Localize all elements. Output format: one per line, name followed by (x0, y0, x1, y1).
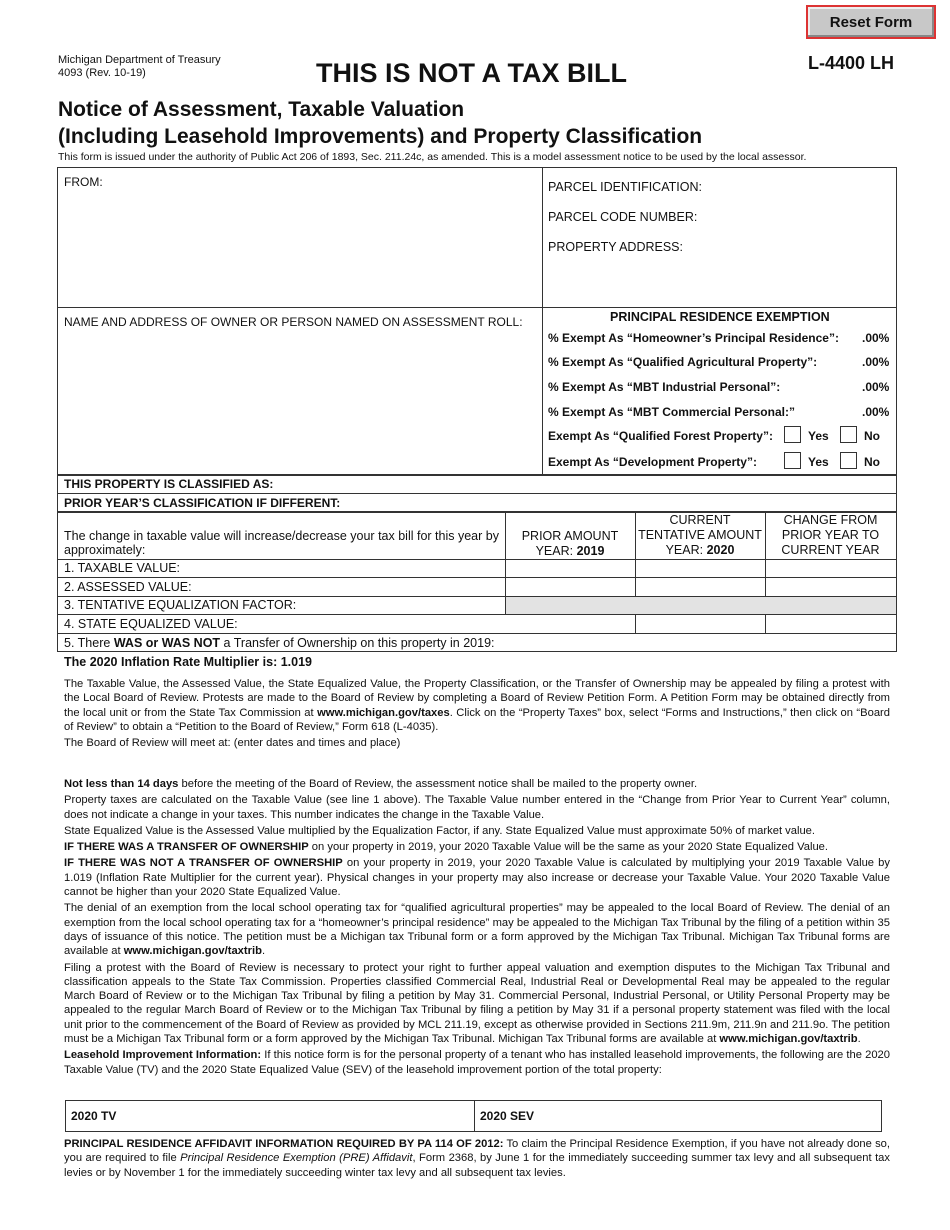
col-current-year: 2020 (706, 543, 735, 557)
notice-days-text: before the meeting of the Board of Review, the assessment notice shall be mailed to the property owner. (178, 778, 698, 790)
col-prior-year: 2019 (576, 544, 605, 558)
transfer-text: on your property in 2019, your 2020 Taxable Value will be the same as your 2020 State Equalized Value. (308, 841, 828, 854)
no-transfer-bold: IF THERE WAS NOT A TRANSFER OF OWNERSHIP (64, 857, 343, 870)
transfer-ownership-label (64, 636, 495, 650)
col-current-year-label: YEAR: (665, 543, 707, 557)
pre-mbt-industrial-label: % Exempt As “MBT Industrial Personal”: (548, 380, 781, 394)
appeal-text: The Taxable Value, the Assessed Value, the State Equalized Value, the Property Classification, or the Transfer of Ownership may be appealed by filing a protest with the Local Board of Review. Protests are made to the Board of Review by completing a Board of Review Petition Form. A Petition Form may be obtained directly from the local unit or from the State Tax Commission at (64, 678, 890, 719)
development-property-label: Exempt As “Development Property”: (548, 455, 757, 469)
col-prior-amount-line1: PRIOR AMOUNT (521, 529, 619, 543)
property-tax-text: Property taxes are calculated on the Taxable Value (see line 1 above). The Taxable Value number entered in the “Change from Prior Year to Current Year” column, does not indicate a change in your taxes. This number indicates the change in the Taxable Value. (64, 794, 890, 821)
col-change (765, 513, 896, 558)
affidavit-bold: PRINCIPAL RESIDENCE AFFIDAVIT INFORMATION REQUIRED BY PA 114 OF 2012: (64, 1138, 504, 1150)
transfer-ownership-field[interactable] (500, 635, 894, 650)
reset-form-button[interactable]: Reset Form (806, 5, 936, 39)
pre-mbt-commercial-value[interactable]: .00% (862, 405, 890, 419)
col-change-line2: PRIOR YEAR TO (781, 528, 880, 542)
classified-as-label: THIS PROPERTY IS CLASSIFIED AS: (64, 477, 274, 491)
col-change-line1: CHANGE FROM (783, 513, 878, 527)
tax-change-intro: The change in taxable value will increase/decrease your tax bill for this year by approximately: (64, 529, 499, 557)
col-current-amount (635, 513, 765, 558)
property-address-field[interactable] (548, 256, 890, 302)
development-no-label: No (864, 455, 880, 469)
affidavit-text-a: To claim the Principal Residence Exemption, if you have not already done so, you are required to file (64, 1138, 890, 1165)
dept-name: Michigan Department of Treasury (58, 54, 221, 66)
taxtrib-link-1[interactable]: www.michigan.gov/taxtrib (123, 945, 262, 958)
appeal-paragraph (64, 677, 890, 752)
taxable-current-field[interactable] (637, 561, 763, 576)
pre-mbt-commercial-label: % Exempt As “MBT Commercial Personal:” (548, 405, 795, 419)
pre-mbt-industrial-value[interactable]: .00% (862, 380, 890, 394)
not-tax-bill-banner: THIS IS NOT A TAX BILL (316, 58, 627, 88)
affidavit-form-name: Principal Residence Exemption (PRE) Affidavit (180, 1152, 413, 1165)
leasehold-sev-label: 2020 SEV (480, 1109, 535, 1123)
col-prior-amount (505, 529, 635, 559)
parcel-code-label: PARCEL CODE NUMBER: (548, 210, 698, 224)
col-current-line3 (635, 543, 765, 558)
affidavit-text-b: , Form 2368, by June 1 for the immediately succeeding summer tax levy and all subsequent tax levies or by November 1 for the immediately succeeding winter tax levy and all subsequent tax levies. (64, 1152, 890, 1179)
pre-agricultural-value[interactable]: .00% (862, 355, 890, 369)
from-label: FROM: (64, 175, 103, 189)
board-meeting-text: The Board of Review will meet at: (enter dates and times and place) (64, 737, 401, 750)
parcel-id-label: PARCEL IDENTIFICATION: (548, 180, 702, 194)
assessed-change-field[interactable] (767, 579, 894, 594)
exemption-denial-text: The denial of an exemption from the local school operating tax for “qualified agricultural properties” may be appealed to the local Board of Review. The denial of an exemption from the local school operating tax for a “homeowner’s principal residence” may be appealed to the Michigan Tax Tribunal by the filing of a petition within 35 days of issuance of this notice. The petition must be a Michigan tax Tribunal form or a form approved by the Michigan Tax Tribunal. Michigan Tax Tribunal forms are available at (64, 902, 890, 958)
forest-yes-checkbox[interactable] (784, 426, 801, 443)
prior-classification-label: PRIOR YEAR’S CLASSIFICATION IF DIFFERENT: (64, 496, 341, 510)
assessed-current-field[interactable] (637, 579, 763, 594)
info-paragraphs (64, 777, 890, 1079)
protest-end: . (857, 1033, 861, 1046)
from-field[interactable] (60, 192, 538, 304)
leasehold-sev-field[interactable] (545, 1103, 878, 1129)
taxes-link[interactable]: www.michigan.gov/taxes (317, 706, 450, 719)
inflation-multiplier: The 2020 Inflation Rate Multiplier is: 1.019 (64, 655, 312, 669)
board-meeting-field[interactable] (64, 750, 890, 776)
assessed-value-label: 2. ASSESSED VALUE: (64, 580, 192, 594)
form-number: L-4400 LH (808, 53, 895, 73)
sev-current-field[interactable] (637, 616, 763, 631)
owner-label: NAME AND ADDRESS OF OWNER OR PERSON NAMED ON ASSESSMENT ROLL: (64, 315, 523, 329)
development-yes-label: Yes (808, 455, 829, 469)
sev-change-field[interactable] (767, 616, 894, 631)
leasehold-tv-field[interactable] (130, 1103, 470, 1129)
leasehold-text: If this notice form is for the personal property of a tenant who has installed leasehold improvements, the following are the 2020 Taxable Value (TV) and the 2020 State Equalized Value (SEV) of the leasehold improvement portion of the total property: (64, 1049, 890, 1076)
authority-note: This form is issued under the authority of Public Act 206 of 1893, Sec. 211.24c, as amended. This is a model assessment notice to be used by the local assessor. (58, 151, 807, 163)
sev-text: State Equalized Value is the Assessed Value multiplied by the Equalization Factor, if any. State Equalized Value must approximate 50% of market value. (64, 824, 816, 837)
transfer-bold: IF THERE WAS A TRANSFER OF OWNERSHIP (64, 841, 309, 854)
forest-yes-label: Yes (808, 429, 829, 443)
transfer-suffix: a Transfer of Ownership on this property in 2019: (220, 636, 495, 650)
pre-homeowner-value[interactable]: .00% (862, 331, 890, 345)
transfer-was-was-not: WAS or WAS NOT (113, 636, 221, 650)
assessed-prior-field[interactable] (507, 579, 633, 594)
development-no-checkbox[interactable] (840, 452, 857, 469)
affidavit-paragraph (64, 1137, 890, 1182)
parcel-code-field[interactable] (700, 206, 890, 226)
property-address-label: PROPERTY ADDRESS: (548, 240, 683, 254)
title-line-1: Notice of Assessment, Taxable Valuation (58, 98, 465, 121)
owner-field[interactable] (60, 332, 538, 472)
pre-homeowner-label: % Exempt As “Homeowner’s Principal Residence”: (548, 331, 839, 345)
prior-classification-field[interactable] (360, 495, 890, 511)
exemption-denial-end: . (261, 945, 266, 958)
transfer-prefix: 5. There (64, 636, 114, 650)
classified-as-field[interactable] (290, 476, 890, 492)
forest-no-checkbox[interactable] (840, 426, 857, 443)
notice-days-bold: Not less than 14 days (64, 778, 179, 790)
form-revision: 4093 (Rev. 10-19) (58, 67, 146, 79)
col-current-line1: CURRENT (669, 513, 731, 527)
equalization-factor-label: 3. TENTATIVE EQUALIZATION FACTOR: (64, 598, 297, 612)
pre-title: PRINCIPAL RESIDENCE EXEMPTION (610, 310, 830, 324)
taxable-value-label: 1. TAXABLE VALUE: (64, 561, 181, 575)
appeal-text-end: . Click on the “Property Taxes” box, select “Forms and Instructions,” then click on “Board of Review” to obtain a “Petition to the Board of Review,” Form 618 (L-4035). (64, 706, 891, 733)
parcel-id-field[interactable] (705, 176, 890, 196)
taxable-prior-field[interactable] (507, 561, 633, 576)
forest-property-label: Exempt As “Qualified Forest Property”: (548, 429, 773, 443)
sev-label: 4. STATE EQUALIZED VALUE: (64, 617, 238, 631)
leasehold-bold: Leasehold Improvement Information: (64, 1049, 262, 1062)
col-change-line3: CURRENT YEAR (781, 543, 880, 557)
col-prior-amount-line2 (505, 544, 635, 559)
forest-no-label: No (864, 429, 880, 443)
taxtrib-link-2[interactable]: www.michigan.gov/taxtrib (719, 1033, 858, 1046)
leasehold-tv-label: 2020 TV (71, 1109, 117, 1123)
title-line-2: (Including Leasehold Improvements) and Property Classification (58, 125, 703, 148)
col-current-line2: TENTATIVE AMOUNT (638, 528, 762, 542)
no-transfer-text: on your property in 2019, your 2020 Taxable Value is calculated by multiplying your 2019 Taxable Value by 1.019 (Inflation Rate Multiplier for the current year). Physical changes in your property may also increase or decrease your Taxable Value. Your 2020 Taxable Value cannot be higher than your 2020 State Equalized Value. (64, 857, 890, 899)
col-prior-year-label: YEAR: (535, 544, 577, 558)
pre-agricultural-label: % Exempt As “Qualified Agricultural Property”: (548, 355, 818, 369)
dept-info (58, 54, 221, 80)
protest-text: Filing a protest with the Board of Review is necessary to protect your right to further appeal valuation and exemption disputes to the Michigan Tax Tribunal and classification appeals to the State Tax Commission. Properties classified Commercial Real, Industrial Real or Developmental Real may be appealed to the regular March Board of Review or to the Michigan Tax Tribunal by filing a petition by May 31. Commercial Personal, Industrial Personal, or Utility Personal Property may be appealed to the regular March Board of Review or to the Michigan Tax Tribunal by filing a petition by May 31 if a personal property statement was filed with the local unit prior to the commencement of the Board of Review as provided by MCL 211.19, except as otherwise provided in Sections 211.9m, 211.9n and 211.9o. The petition must be a Michigan Tax Tribunal form or a form approved by the Michigan Tax Tribunal. Michigan Tax Tribunal forms are available at (64, 961, 890, 1046)
development-yes-checkbox[interactable] (784, 452, 801, 469)
taxable-change-field[interactable] (767, 561, 894, 576)
page-title (58, 96, 702, 150)
